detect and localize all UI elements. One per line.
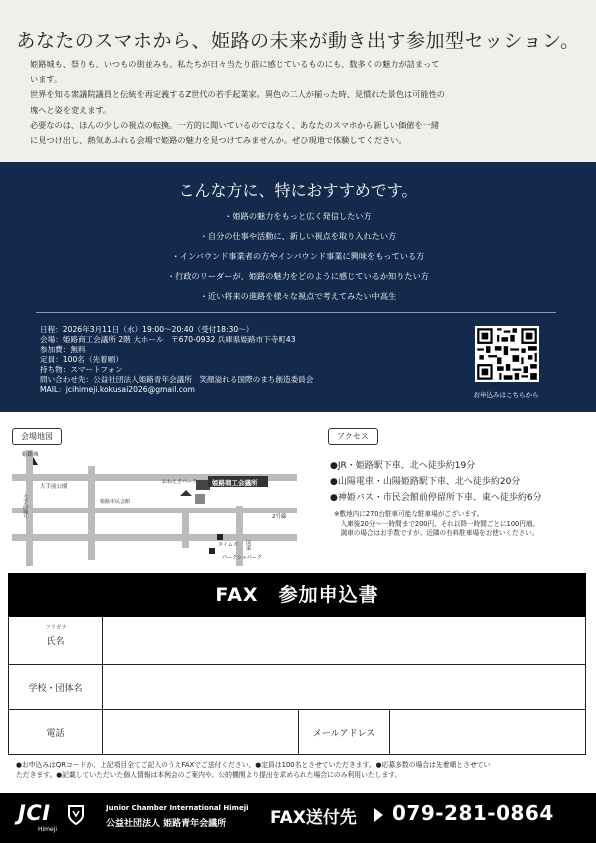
label-times: タイムズ bbox=[218, 542, 238, 548]
event-capacity: 定員：100名（先着順） bbox=[40, 355, 123, 364]
fax-destination-label: FAX送付先 bbox=[270, 808, 357, 828]
form-row-name[interactable] bbox=[9, 617, 585, 664]
list-item: ・自分の仕事や活動に、新しい視点を取り入れたい方 bbox=[199, 231, 397, 241]
qr-caption: お申込みはこちらから bbox=[473, 391, 539, 399]
school-label: 学校・団体名 bbox=[9, 665, 103, 709]
list-item: ●神姫バス・市民会館前停留所下車、東へ徒歩約6分 bbox=[330, 493, 542, 503]
list-item: ・インバウンド事業者の方やインバウンド事業に興味をもっている方 bbox=[171, 251, 425, 261]
event-fee: 参加費：無料 bbox=[40, 345, 86, 354]
list-item: ・行政のリーダーが、姫路の魅力をどのように感じているか知りたい方 bbox=[166, 271, 429, 281]
recommend-section bbox=[0, 162, 596, 412]
recommend-list bbox=[0, 206, 596, 306]
event-contact: 問い合わせ先：公益社団法人姫路青年会議所 笑顔溢れる国際のまち創造委員会 bbox=[40, 375, 314, 384]
label-shimin: 姫路市民会館 bbox=[100, 499, 131, 505]
parking-note bbox=[334, 510, 589, 539]
org-name-en: Junior Chamber International Himeji bbox=[106, 804, 249, 812]
email-label: メールアドレス bbox=[298, 710, 390, 754]
label-venue: 姫路商工会議所 bbox=[212, 479, 258, 487]
list-item: ・姫路の魅力をもっと広く発信したい方 bbox=[224, 211, 372, 221]
intro-line: に見つけ出し、熱気あふれる会場で姫路の魅力を見つけてみませんか。ぜひ現地で体験してください。 bbox=[30, 135, 407, 146]
label-park: 大手前公園 bbox=[40, 484, 68, 490]
map-tag: 会場地図 bbox=[12, 428, 62, 445]
fax-form-title: FAX 参加申込書 bbox=[8, 573, 586, 617]
phone-label: 電話 bbox=[9, 710, 103, 754]
jci-logo: JCI bbox=[18, 801, 51, 825]
form-row-contact[interactable] bbox=[9, 709, 585, 754]
name-label bbox=[9, 617, 103, 664]
intro-line: 必要なのは、ほんの少しの視点の転換。一方的に聞いているのではなく、あなたのスマホから新しい価値を一緒 bbox=[30, 119, 440, 130]
divider bbox=[36, 312, 556, 313]
note-line: ※敷地内に270台駐車可能な駐車場がございます。 bbox=[334, 510, 484, 518]
event-date: 日程：2026年3月11日（水）19:00〜20:40（受付18:30〜） bbox=[40, 325, 254, 334]
label-parking: おねえさパーク bbox=[162, 479, 198, 485]
note-line: 入庫後20分〜一時間まで200円、それ以降一時間ごとに100円増。 bbox=[334, 519, 539, 528]
jci-shield-icon bbox=[68, 805, 84, 825]
intro-line: 塊へと姿を変えます。 bbox=[30, 104, 112, 115]
event-mail[interactable]: MAIL：jcihimeji.kokusai2026@gmail.com bbox=[40, 385, 195, 394]
access-tag: アクセス bbox=[328, 428, 378, 445]
label-park2: パークシャパーク bbox=[222, 555, 262, 561]
name-label-text: 氏名 bbox=[46, 637, 65, 647]
jci-himeji-label: Himeji bbox=[38, 826, 58, 833]
fax-number[interactable]: 079-281-0864 bbox=[392, 801, 554, 825]
event-bring: 持ち物：スマートフォン bbox=[40, 365, 123, 374]
intro-line: います。 bbox=[30, 74, 63, 85]
list-item: ●JR・姫路駅下車、北へ徒歩約19分 bbox=[330, 461, 476, 471]
label-road2: 2号線 bbox=[272, 514, 287, 520]
intro-line: 世界を知る衆議院議員と伝統を再定義するZ世代の若手起業家。異色の二人が揃った時、見慣れた景色は可能性の bbox=[30, 89, 445, 100]
venue-map bbox=[12, 450, 297, 566]
intro-line: 姫路城も、祭りも、いつもの街並みも。私たちが日々当たり前に感じているものにも、数多くの魅力が詰まって bbox=[30, 59, 440, 69]
recommend-title: こんな方に、特におすすめです。 bbox=[178, 181, 418, 200]
furigana-label: フリガナ bbox=[45, 625, 67, 631]
event-venue: 会場：姫路商工会議所 2階 大ホール 〒670-0932 兵庫県姫路市下寺町43 bbox=[40, 335, 296, 344]
event-details bbox=[40, 325, 313, 395]
access-list bbox=[330, 458, 542, 506]
note-line: 満車の場合はお手数ですが、近隣の有料駐車場をお使いください。 bbox=[334, 529, 539, 537]
label-street: 大手前通り bbox=[22, 494, 28, 519]
qr-code-icon[interactable] bbox=[475, 326, 539, 382]
label-castle: 姫路城 bbox=[22, 452, 39, 458]
intro-text bbox=[30, 57, 570, 148]
list-item: ・近い将来の進路を様々な視点で考えてみたい中高生 bbox=[199, 291, 397, 301]
list-item: ●山陽電車・山陽姫路駅下車、北へ徒歩約20分 bbox=[330, 477, 521, 487]
arrow-right-icon bbox=[372, 807, 384, 823]
headline: あなたのスマホから、姫路の未来が動き出す参加型セッション。 bbox=[16, 30, 580, 52]
label-street2: 国道 bbox=[245, 540, 251, 550]
fax-form bbox=[8, 617, 586, 755]
map-graphic bbox=[12, 450, 297, 566]
intro-section bbox=[0, 0, 596, 162]
footer bbox=[0, 793, 596, 843]
note-line: ただきます。●記載していただいた個人情報は本例会のご案内や、公的機関より提出を求められた場合にのみ利用いたします。 bbox=[16, 771, 402, 779]
form-row-school[interactable] bbox=[9, 664, 585, 709]
form-notes bbox=[16, 760, 586, 780]
note-line: ●お申込みはQRコードか、上記項目全てご記入のうえFAXでご送付ください。●定員は100名とさせていただきます。●応募多数の場合は先着順とさせてい bbox=[16, 761, 491, 769]
org-name-jp: 公益社団法人 姫路青年会議所 bbox=[106, 819, 227, 829]
